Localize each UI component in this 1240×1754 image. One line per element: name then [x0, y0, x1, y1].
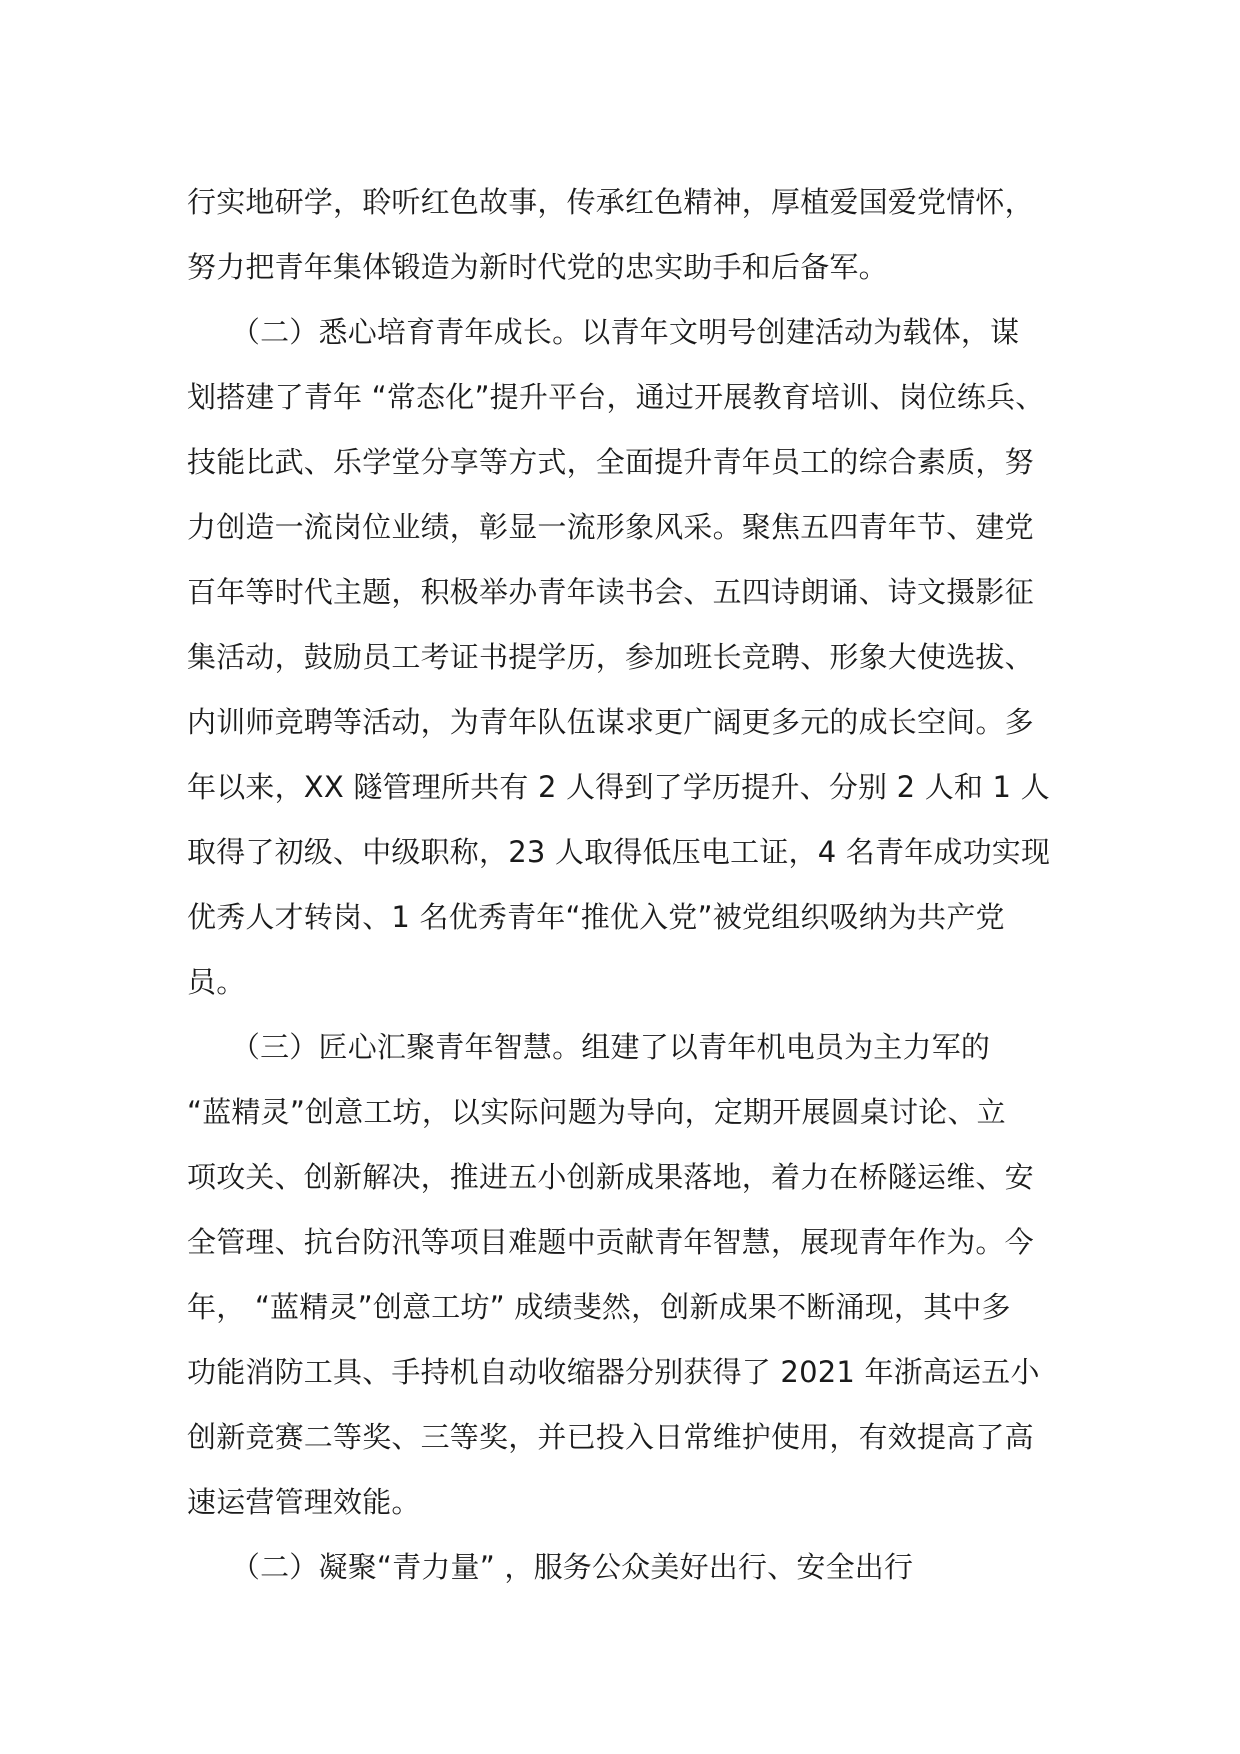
text-line: 项攻关、创新解决，推进五小创新成果落地，着力在桥隧运维、安	[187, 1160, 1034, 1194]
text-line: 内训师竞聘等活动，为青年队伍谋求更广阔更多元的成长空间。多	[187, 705, 1034, 739]
body-text	[187, 170, 1087, 1600]
section-heading-line: （二）悉心培育青年成长。以青年文明号创建活动为载体，谋	[187, 315, 1020, 349]
text-line: 功能消防工具、手持机自动收缩器分别获得了 2021 年浙高运五小	[187, 1355, 1040, 1389]
text-line: 百年等时代主题，积极举办青年读书会、五四诗朗诵、诗文摄影征	[187, 575, 1034, 609]
text-line: 力创造一流岗位业绩，彰显一流形象风采。聚焦五四青年节、建党	[187, 510, 1034, 544]
section-heading-line: （三）匠心汇聚青年智慧。组建了以青年机电员为主力军的	[187, 1030, 991, 1064]
text-line: 努力把青年集体锻造为新时代党的忠实助手和后备军。	[187, 250, 888, 284]
text-line: 员。	[187, 965, 246, 999]
text-line: 创新竞赛二等奖、三等奖，并已投入日常维护使用，有效提高了高	[187, 1420, 1034, 1454]
text-line: “蓝精灵”创意工坊，以实际问题为导向，定期开展圆桌讨论、立	[187, 1095, 1006, 1129]
text-line: 优秀人才转岗、1 名优秀青年“推优入党”被党组织吸纳为共产党	[187, 900, 1005, 934]
section-heading-line: （二）凝聚“青力量” ，服务公众美好出行、安全出行	[187, 1550, 914, 1584]
text-line: 全管理、抗台防汛等项目难题中贡献青年智慧，展现青年作为。今	[187, 1225, 1034, 1259]
text-line: 年以来，XX 隧管理所共有 2 人得到了学历提升、分别 2 人和 1 人	[187, 770, 1050, 804]
text-line: 集活动，鼓励员工考证书提学历，参加班长竞聘、形象大使选拔、	[187, 640, 1034, 674]
text-line: 取得了初级、中级职称，23 人取得低压电工证，4 名青年成功实现	[187, 835, 1051, 869]
text-line: 划搭建了青年 “常态化”提升平台，通过开展教育培训、岗位练兵、	[187, 380, 1045, 414]
text-line: 行实地研学，聆听红色故事，传承红色精神，厚植爱国爱党情怀，	[187, 185, 1034, 219]
text-line: 速运营管理效能。	[187, 1485, 421, 1519]
text-line: 年， “蓝精灵”创意工坊” 成绩斐然，创新成果不断涌现，其中多	[187, 1290, 1011, 1324]
text-line: 技能比武、乐学堂分享等方式，全面提升青年员工的综合素质，努	[187, 445, 1034, 479]
